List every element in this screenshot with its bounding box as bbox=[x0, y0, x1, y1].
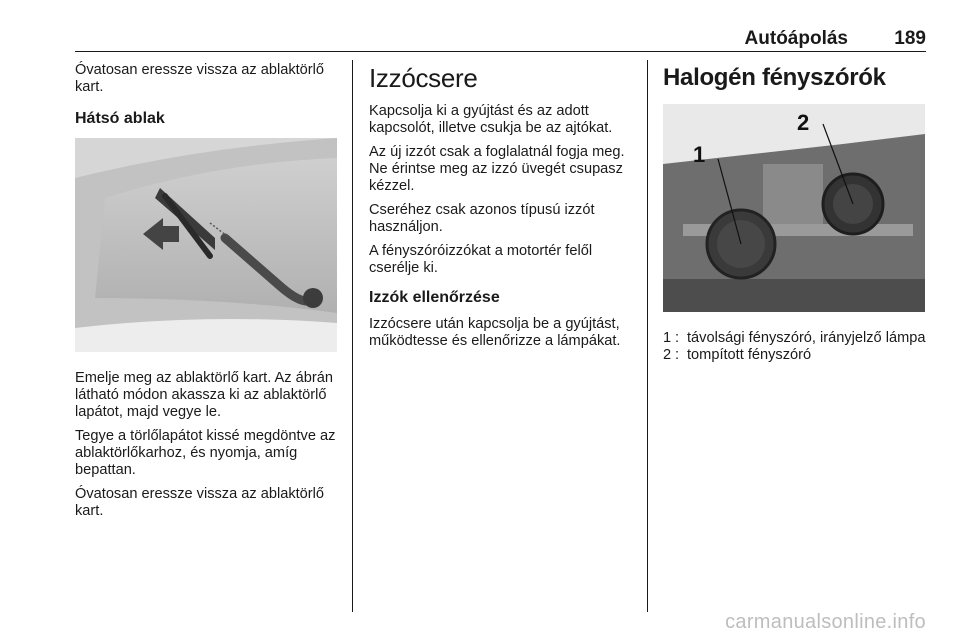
legend-text: tompított fényszóró bbox=[687, 347, 812, 363]
section-title: Autóápolás bbox=[744, 28, 848, 49]
page-number: 189 bbox=[894, 28, 926, 49]
paragraph-4: A fényszóróizzókat a motortér felől cserélje ki. bbox=[369, 243, 593, 276]
watermark: carmanualsonline.info bbox=[725, 611, 926, 633]
column-divider-2 bbox=[647, 60, 648, 612]
column-divider-1 bbox=[352, 60, 353, 612]
legend-separator: : bbox=[675, 330, 680, 346]
paragraph-3: Cseréhez csak azonos típusú izzót használjon. bbox=[369, 202, 595, 235]
column-middle bbox=[369, 62, 637, 357]
legend-number: 2 bbox=[663, 347, 672, 363]
rear-window-heading: Hátsó ablak bbox=[75, 110, 165, 127]
legend-separator: : bbox=[675, 347, 680, 363]
intro-text: Óvatosan eressze vissza az ablaktörlő kart. bbox=[75, 62, 325, 95]
paragraph-1: Kapcsolja ki a gyújtást és az adott kapcsolót, illetve csukja be az ajtókat. bbox=[369, 103, 613, 136]
column-left bbox=[75, 62, 340, 527]
paragraph-2: Tegye a törlőlapátot kissé megdöntve az ablaktörlőkarhoz, és nyomja, amíg bepattan. bbox=[75, 428, 336, 478]
paragraph-2: Az új izzót csak a foglalatnál fogja meg. Ne érintse meg az izzó üvegét csupasz kézzel. bbox=[369, 144, 625, 194]
callout-1: 1 bbox=[693, 142, 706, 167]
header-rule bbox=[75, 51, 926, 52]
column-right bbox=[663, 62, 926, 364]
page-header bbox=[75, 28, 926, 50]
legend-text: távolsági fényszóró, irányjelző lámpa bbox=[687, 330, 926, 346]
legend-item bbox=[663, 330, 926, 347]
figure-legend bbox=[663, 330, 926, 364]
rear-wiper-illustration bbox=[75, 138, 337, 352]
legend-item bbox=[663, 347, 926, 364]
callout-2: 2 bbox=[797, 110, 810, 135]
bulb-check-heading: Izzók ellenőrzése bbox=[369, 289, 500, 306]
paragraph-5: Izzócsere után kapcsolja be a gyújtást, működtesse és ellenőrizze a lámpákat. bbox=[369, 316, 621, 349]
halogen-headlights-title: Halogén fényszórók bbox=[663, 64, 886, 91]
legend-number: 1 bbox=[663, 330, 672, 346]
headlight-illustration bbox=[663, 104, 925, 312]
paragraph-3: Óvatosan eressze vissza az ablaktörlő kart. bbox=[75, 486, 325, 519]
bulb-replacement-title: Izzócsere bbox=[369, 63, 478, 93]
paragraph-1: Emelje meg az ablaktörlő kart. Az ábrán látható módon akassza ki az ablaktörlő lapátot, majd vegye le. bbox=[75, 370, 333, 420]
